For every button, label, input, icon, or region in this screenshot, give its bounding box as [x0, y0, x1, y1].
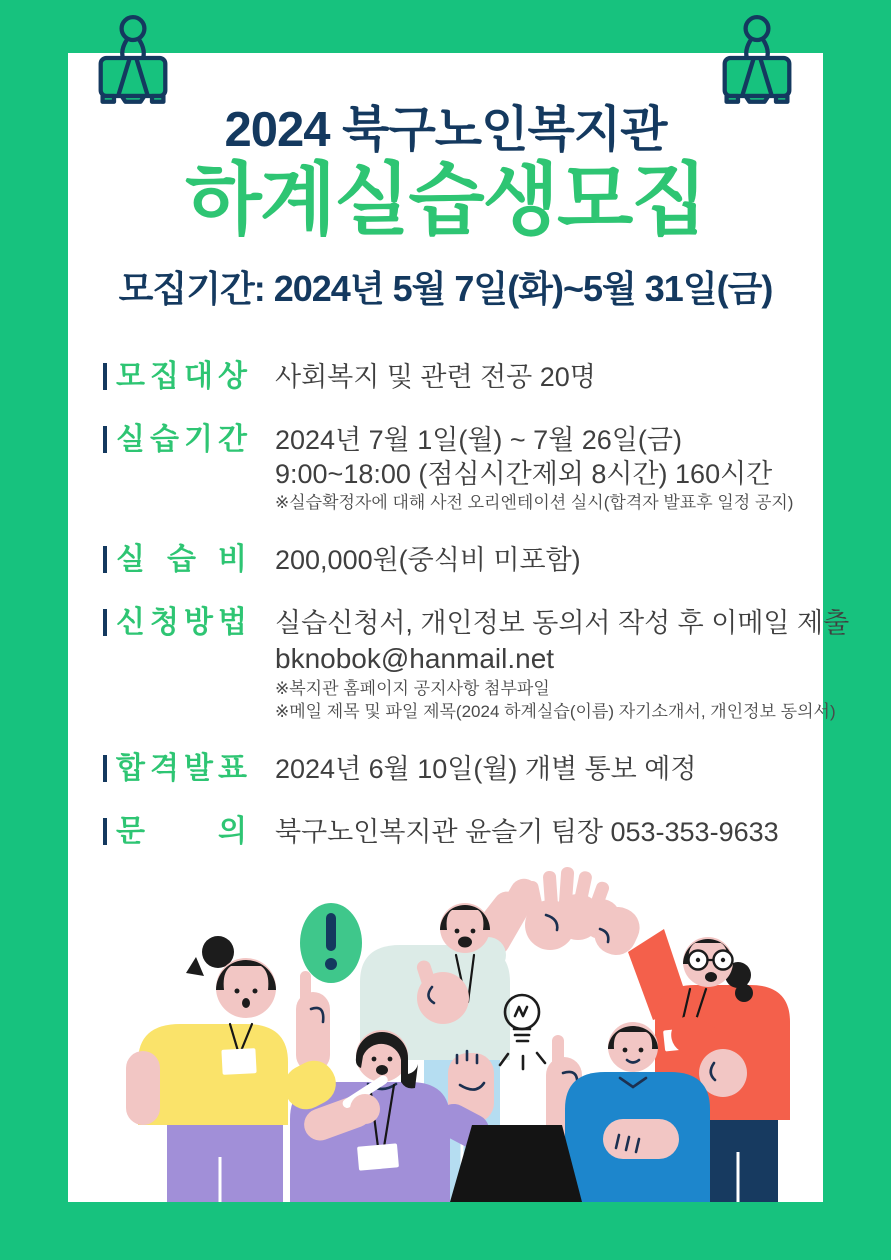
- section-label-wrap: [103, 543, 253, 576]
- section-line: 북구노인복지관 윤슬기 팀장 053-353-9633: [275, 817, 779, 848]
- section-label-wrap: [103, 752, 253, 785]
- section-row-2: [103, 423, 813, 514]
- exclamation-icon: [300, 903, 362, 983]
- section-label-wrap: [103, 423, 253, 456]
- section-content: [253, 423, 813, 514]
- section-label: 모 집 대 상: [116, 360, 247, 394]
- illustration-people: [68, 857, 823, 1202]
- section-line: 실습신청서, 개인정보 동의서 작성 후 이메일 제출: [275, 608, 850, 639]
- section-line: ※복지관 홈페이지 공지사항 첨부파일: [275, 679, 550, 699]
- binder-clip-icon: [95, 12, 171, 104]
- recruitment-period: 모집기간: 2024년 5월 7일(화)~5월 31일(금): [118, 268, 773, 310]
- section-content: [253, 360, 813, 394]
- section-label: 실 습 기 간: [116, 423, 247, 457]
- section-line: 9:00~18:00 (점심시간제외 8시간) 160시간: [275, 459, 773, 490]
- section-row-4: [103, 606, 850, 723]
- label-bar: [103, 609, 107, 636]
- section-line: bknobok@hanmail.net: [275, 643, 555, 675]
- section-line: 2024년 7월 1일(월) ~ 7월 26일(금): [275, 425, 682, 456]
- section-line: ※실습확정자에 대해 사전 오리엔테이션 실시(합격자 발표후 일정 공지): [275, 493, 794, 513]
- section-content: [253, 543, 813, 577]
- section-row-1: [103, 360, 813, 394]
- section-label: 문 의: [116, 815, 247, 849]
- binder-clip-icon: [719, 12, 795, 104]
- section-line: 사회복지 및 관련 전공 20명: [275, 362, 596, 393]
- section-row-3: [103, 543, 813, 577]
- section-line: ※메일 제목 및 파일 제목(2024 하계실습(이름) 자기소개서, 개인정보 동의서): [275, 702, 836, 722]
- section-line: 200,000원(중식비 미포함): [275, 545, 581, 576]
- section-label-wrap: [103, 360, 253, 393]
- label-bar: [103, 546, 107, 573]
- poster-title-year: 2024 북구노인복지관: [224, 103, 667, 157]
- section-row-6: [103, 815, 813, 849]
- section-line: 2024년 6월 10일(월) 개별 통보 예정: [275, 754, 697, 785]
- section-content: [253, 752, 813, 786]
- poster-title-main: 하계실습생모집: [185, 155, 706, 245]
- label-bar: [103, 426, 107, 453]
- section-label-wrap: [103, 815, 253, 848]
- section-row-5: [103, 752, 813, 786]
- poster-page: [68, 53, 850, 1202]
- label-bar: [103, 363, 107, 390]
- section-label: 신 청 방 법: [116, 606, 247, 640]
- section-label: 합 격 발 표: [116, 752, 247, 786]
- high-five-hands: [524, 867, 621, 950]
- label-bar: [103, 755, 107, 782]
- section-content: [253, 815, 813, 849]
- label-bar: [103, 818, 107, 845]
- section-label: 실 습 비: [116, 543, 247, 577]
- section-content: [253, 606, 850, 723]
- laptop-icon: [450, 1125, 582, 1202]
- info-sections: [68, 360, 850, 849]
- section-label-wrap: [103, 606, 253, 639]
